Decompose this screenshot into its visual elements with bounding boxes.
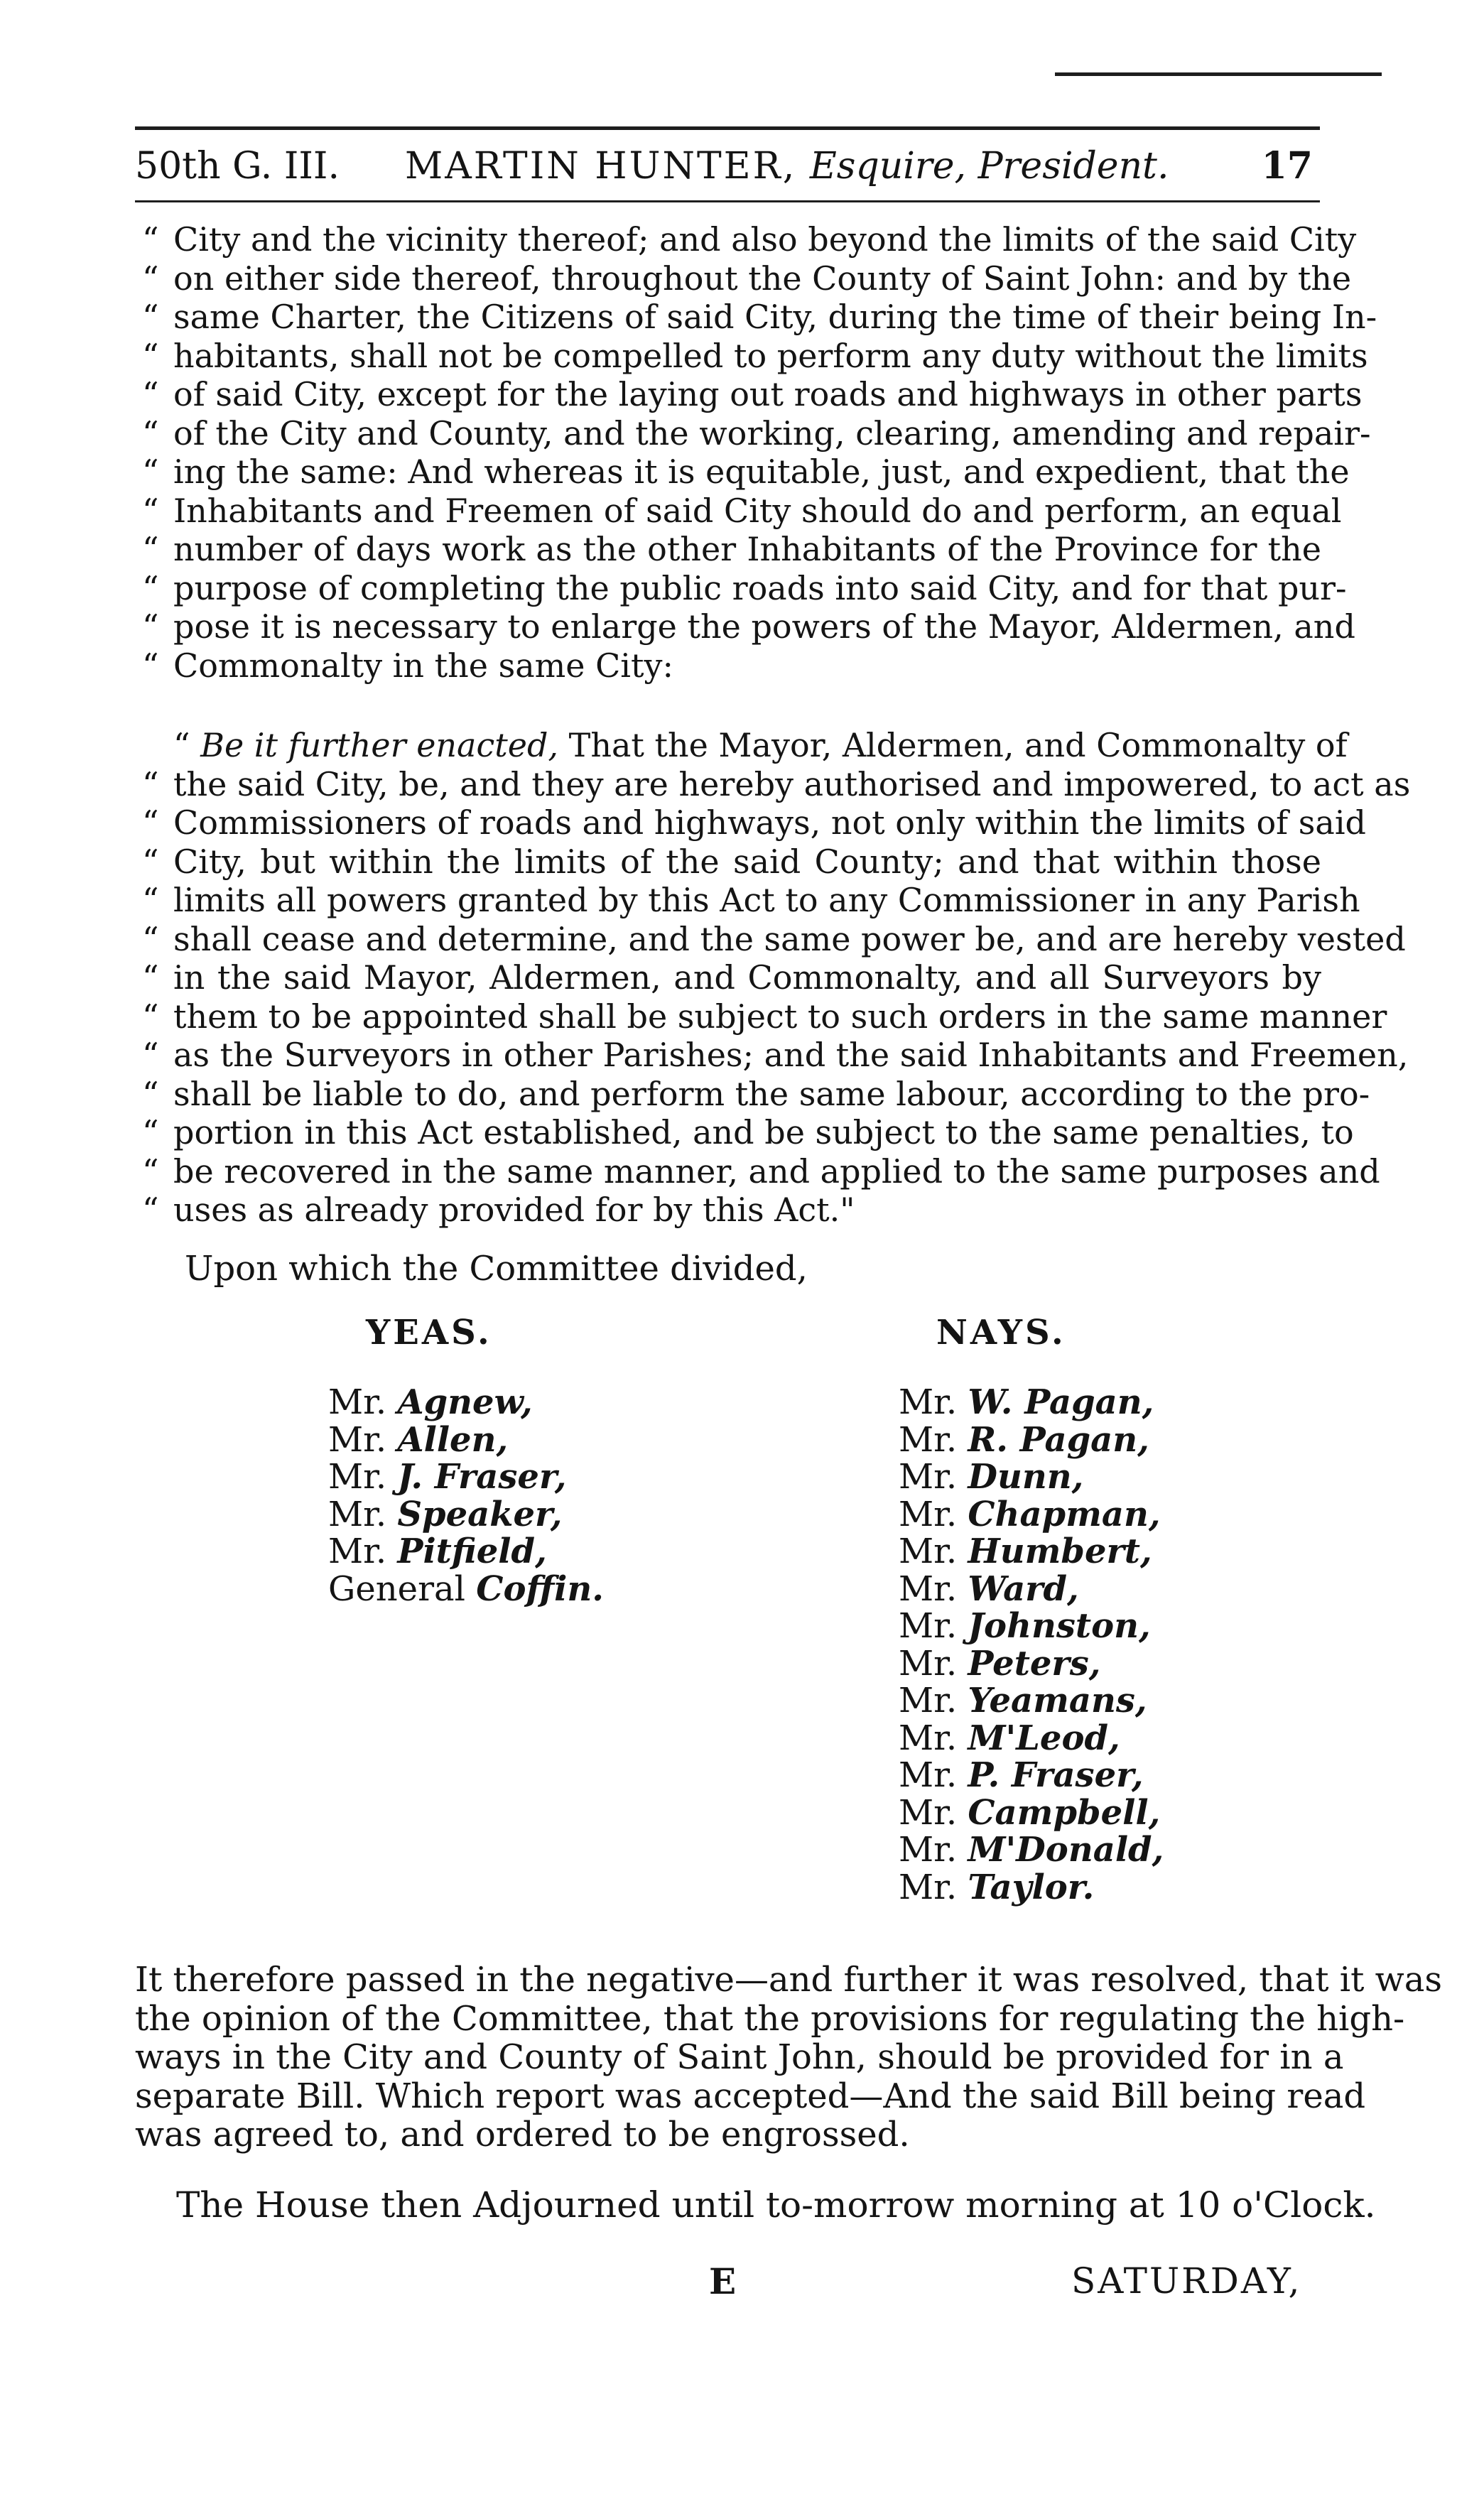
quote-line: “ number of days work as the other Inhabitants of the Province for the bbox=[142, 530, 1321, 568]
quote-line: “ of said City, except for the laying out roads and highways in other parts bbox=[142, 375, 1363, 413]
quote-line: “ Commonalty in the same City: bbox=[142, 646, 673, 685]
quote-line: “ of the City and County, and the working, clearing, amending and repair- bbox=[142, 413, 1371, 452]
nay-member: Mr. M'Donald, bbox=[899, 1830, 1164, 1870]
yea-member: Mr. Pitfield, bbox=[328, 1532, 547, 1571]
quote-line: “ purpose of completing the public roads into said City, and for that pur- bbox=[142, 568, 1347, 607]
nays-list bbox=[899, 1384, 1164, 1906]
resolution-paragraph bbox=[135, 1960, 1443, 2155]
running-head bbox=[135, 135, 1320, 197]
yea-member: Mr. Speaker, bbox=[328, 1494, 563, 1534]
enacting-clause bbox=[142, 726, 1411, 1230]
yea-member: Mr. Agnew, bbox=[328, 1382, 533, 1422]
signature-mark: E bbox=[709, 2260, 737, 2302]
nay-member: Mr. Taylor. bbox=[899, 1867, 1095, 1907]
clause-line: “ in the said Mayor, Aldermen, and Commonalty, and all Surveyors by bbox=[142, 958, 1321, 997]
clause-line: “ portion in this Act established, and be subject to the same penalties, to bbox=[142, 1113, 1354, 1151]
nay-member: Mr. W. Pagan, bbox=[899, 1382, 1154, 1422]
division-intro: Upon which the Committee divided, bbox=[185, 1249, 808, 1289]
clause-line: “ shall cease and determine, and the same power be, and are hereby vested bbox=[142, 919, 1406, 958]
clause-line: “ be recovered in the same manner, and applied to the same purposes and bbox=[142, 1151, 1380, 1191]
running-head-bottom-rule bbox=[135, 200, 1320, 202]
resolution-line: separate Bill. Which report was accepted—And the said Bill being read bbox=[135, 2076, 1366, 2116]
yeas-list bbox=[328, 1384, 604, 1608]
nay-member: Mr. P. Fraser, bbox=[899, 1755, 1144, 1795]
page-number: 17 bbox=[1261, 144, 1313, 188]
nay-member: Mr. Campbell, bbox=[899, 1792, 1161, 1833]
resolution-line: the opinion of the Committee, that the provisions for regulating the high- bbox=[135, 1998, 1405, 2039]
clause-line: “ shall be liable to do, and perform the same labour, according to the pro- bbox=[142, 1074, 1370, 1113]
quote-line: “ same Charter, the Citizens of said City, during the time of their being In- bbox=[142, 298, 1377, 336]
speaker-name: MARTIN HUNTER, bbox=[405, 145, 797, 188]
nay-member: Mr. Dunn, bbox=[899, 1457, 1084, 1497]
clause-first-line: “ Be it further enacted, That the Mayor, Aldermen, and Commonalty of bbox=[173, 726, 1348, 764]
quote-line: “ City and the vicinity thereof; and also beyond the limits of the said City bbox=[142, 220, 1357, 259]
clause-line: “ City, but within the limits of the said County; and that within those bbox=[142, 842, 1321, 881]
nay-member: Mr. Yeamans, bbox=[899, 1681, 1147, 1720]
nay-member: Mr. Chapman, bbox=[899, 1494, 1161, 1534]
resolution-line: ways in the City and County of Saint John, should be provided for in a bbox=[135, 2037, 1344, 2077]
quote-line: “ pose it is necessary to enlarge the powers of the Mayor, Aldermen, and bbox=[142, 607, 1355, 646]
yea-member: Mr. Allen, bbox=[328, 1419, 509, 1460]
quote-line: “ on either side thereof, throughout the County of Saint John: and by the bbox=[142, 259, 1352, 298]
speaker-office: Esquire, President. bbox=[809, 145, 1169, 188]
nays-heading: NAYS. bbox=[936, 1313, 1066, 1353]
clause-line: “ uses as already provided for by this Act." bbox=[142, 1191, 855, 1229]
nay-member: Mr. Peters, bbox=[899, 1643, 1101, 1684]
resolution-line: was agreed to, and ordered to be engrossed. bbox=[135, 2115, 910, 2155]
yea-member: General Coffin. bbox=[328, 1568, 605, 1609]
yea-member: Mr. J. Fraser, bbox=[328, 1457, 567, 1497]
quote-line: “ ing the same: And whereas it is equitable, just, and expedient, that the bbox=[142, 452, 1350, 491]
adjournment-notice: The House then Adjourned until to-morrow morning at 10 o'Clock. bbox=[176, 2184, 1376, 2226]
nay-member: Mr. Ward, bbox=[899, 1568, 1079, 1609]
session-reference: 50th G. III. bbox=[135, 145, 340, 188]
catchword: SATURDAY, bbox=[1071, 2260, 1302, 2302]
clause-line: “ limits all powers granted by this Act to any Commissioner in any Parish bbox=[142, 881, 1360, 919]
resolution-line: It therefore passed in the negative—and further it was resolved, that it was bbox=[135, 1960, 1443, 2000]
clause-line: “ Commissioners of roads and highways, not only within the limits of said bbox=[142, 803, 1366, 842]
speaker-title bbox=[405, 135, 1169, 197]
top-edge-rule bbox=[1055, 72, 1382, 76]
nay-member: Mr. M'Leod, bbox=[899, 1718, 1120, 1758]
clause-line: “ as the Surveyors in other Parishes; and the said Inhabitants and Freemen, bbox=[142, 1036, 1409, 1074]
quote-line: “ habitants, shall not be compelled to perform any duty without the limits bbox=[142, 336, 1368, 375]
nay-member: Mr. Johnston, bbox=[899, 1606, 1151, 1646]
running-head-top-rule bbox=[135, 126, 1320, 130]
clause-line: “ the said City, be, and they are hereby authorised and impowered, to act as bbox=[142, 764, 1411, 803]
quote-line: “ Inhabitants and Freemen of said City should do and perform, an equal bbox=[142, 491, 1342, 530]
nay-member: Mr. R. Pagan, bbox=[899, 1419, 1149, 1460]
clause-line: “ them to be appointed shall be subject to such orders in the same manner bbox=[142, 997, 1387, 1036]
enacting-phrase: Be it further enacted, bbox=[200, 726, 559, 764]
opening-quote bbox=[142, 220, 1377, 685]
yeas-heading: YEAS. bbox=[366, 1313, 492, 1353]
nay-member: Mr. Humbert, bbox=[899, 1532, 1152, 1571]
